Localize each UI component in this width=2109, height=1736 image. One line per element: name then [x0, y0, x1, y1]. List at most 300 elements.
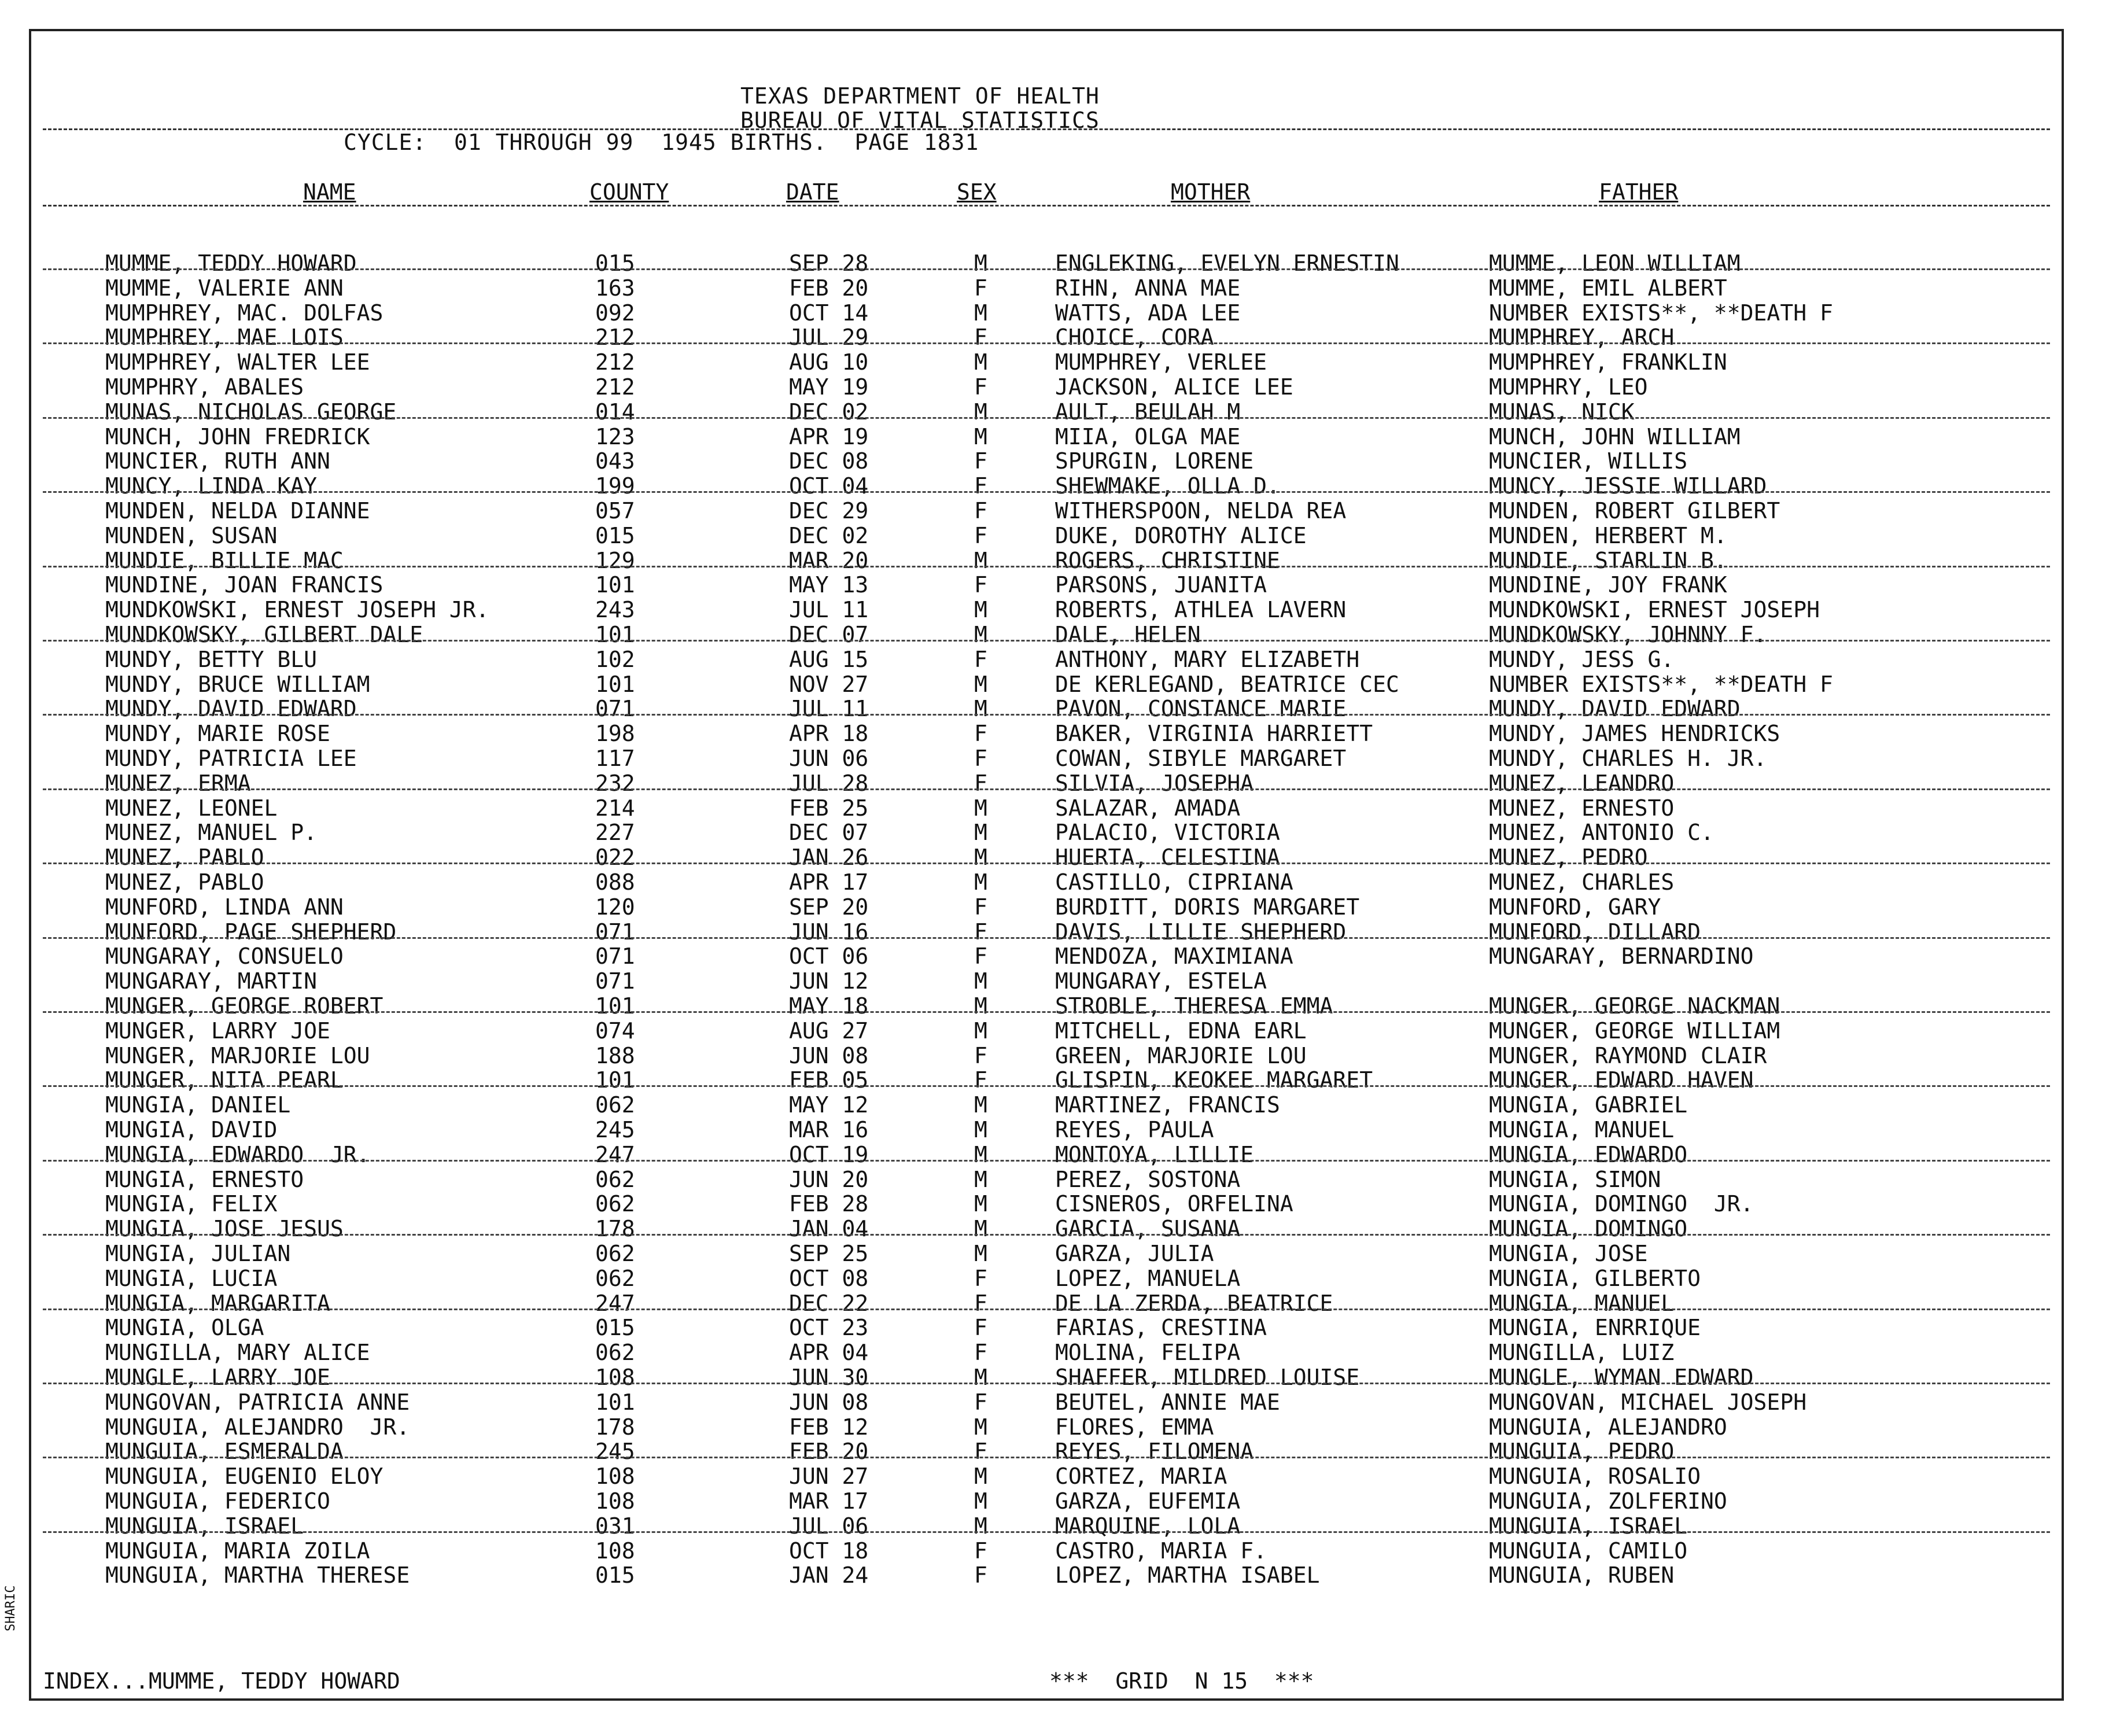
county-cell: 101	[595, 1389, 635, 1415]
name-cell: MUNGIA, JULIAN	[105, 1241, 291, 1266]
name-cell: MUMME, TEDDY HOWARD	[105, 250, 357, 276]
mother-cell: MARTINEZ, FRANCIS	[1055, 1092, 1280, 1118]
mother-cell: DUKE, DOROTHY ALICE	[1055, 522, 1307, 548]
table-row	[31, 1093, 2062, 1118]
mother-cell: ROBERTS, ATHLEA LAVERN	[1055, 597, 1347, 623]
sex-cell: M	[974, 820, 987, 846]
county-cell: 015	[595, 1315, 635, 1341]
name-cell: MUNDY, MARIE ROSE	[105, 721, 330, 747]
date-cell: OCT 23	[789, 1315, 869, 1341]
county-cell: 088	[595, 869, 635, 895]
name-cell: MUNGIA, DANIEL	[105, 1092, 291, 1118]
name-cell: MUNDIE, BILLIE MAC	[105, 547, 344, 573]
father-cell: MUNDKOWSKI, ERNEST JOSEPH	[1489, 597, 1820, 623]
date-cell: SEP 28	[789, 250, 869, 276]
date-cell: SEP 25	[789, 1241, 869, 1266]
name-cell: MUNGER, NITA PEARL	[105, 1067, 344, 1093]
row-separator	[43, 1531, 2050, 1533]
date-cell: APR 19	[789, 423, 869, 449]
row-separator	[43, 1160, 2050, 1162]
sex-cell: F	[974, 770, 987, 796]
sex-cell: F	[974, 943, 987, 970]
mother-cell: SPURGIN, LORENE	[1055, 448, 1254, 474]
table-row	[31, 820, 2062, 845]
name-cell: MUMME, VALERIE ANN	[105, 275, 344, 301]
table-row	[31, 647, 2062, 672]
row-separator	[43, 1309, 2050, 1310]
date-cell: AUG 15	[789, 646, 869, 672]
mother-cell: DE KERLEGAND, BEATRICE CEC	[1055, 671, 1399, 697]
father-cell: MUNEZ, CHARLES	[1489, 869, 1675, 895]
name-cell: MUNEZ, PABLO	[105, 845, 264, 871]
sex-cell: F	[974, 1067, 987, 1093]
sex-cell: F	[974, 1538, 987, 1564]
sex-cell: M	[974, 1018, 987, 1044]
mother-cell: MENDOZA, MAXIMIANA	[1055, 943, 1293, 970]
name-cell: MUNGUIA, ESMERALDA	[105, 1439, 344, 1465]
county-cell: 245	[595, 1117, 635, 1142]
sex-cell: M	[974, 1141, 987, 1167]
date-cell: OCT 19	[789, 1141, 869, 1167]
mother-cell: CASTRO, MARIA F.	[1055, 1538, 1267, 1564]
sex-cell: M	[974, 845, 987, 871]
table-row	[31, 944, 2062, 969]
father-cell: MUNGLE, WYMAN EDWARD	[1489, 1365, 1754, 1390]
mother-cell: CASTILLO, CIPRIANA	[1055, 869, 1293, 895]
father-cell: MUNGUIA, ISRAEL	[1489, 1513, 1688, 1539]
column-header-father: FATHER	[1599, 179, 1679, 205]
county-cell: 120	[595, 894, 635, 920]
side-mark: SHARIC	[3, 1585, 18, 1631]
record-page	[29, 29, 2064, 1701]
mother-cell: LOPEZ, MANUELA	[1055, 1265, 1241, 1291]
county-cell: 243	[595, 597, 635, 623]
county-cell: 031	[595, 1513, 635, 1539]
county-cell: 227	[595, 820, 635, 846]
name-cell: MUMPHREY, MAC. DOLFAS	[105, 300, 384, 326]
county-cell: 245	[595, 1439, 635, 1465]
department-title: TEXAS DEPARTMENT OF HEALTH	[740, 83, 1100, 109]
date-cell: AUG 27	[789, 1018, 869, 1044]
row-separator	[43, 1457, 2050, 1458]
county-cell: 102	[595, 646, 635, 672]
father-cell: MUNEZ, LEANDRO	[1489, 770, 1675, 796]
county-cell: 092	[595, 300, 635, 326]
sex-cell: F	[974, 448, 987, 474]
sex-cell: M	[974, 1488, 987, 1514]
date-cell: JUN 20	[789, 1166, 869, 1192]
mother-cell: WATTS, ADA LEE	[1055, 300, 1241, 326]
mother-cell: CISNEROS, ORFELINA	[1055, 1191, 1293, 1217]
mother-cell: REYES, FILOMENA	[1055, 1439, 1254, 1465]
table-row	[31, 425, 2062, 449]
mother-cell: DE LA ZERDA, BEATRICE	[1055, 1290, 1333, 1316]
table-row	[31, 400, 2062, 425]
date-cell: APR 18	[789, 721, 869, 747]
mother-cell: PEREZ, SOSTONA	[1055, 1166, 1241, 1192]
name-cell: MUMPHRY, ABALES	[105, 374, 304, 400]
row-separator	[43, 491, 2050, 493]
table-row	[31, 325, 2062, 350]
county-cell: 108	[595, 1365, 635, 1390]
date-cell: APR 17	[789, 869, 869, 895]
father-cell: MUNGUIA, ROSALIO	[1489, 1464, 1701, 1490]
sex-cell: M	[974, 547, 987, 573]
date-cell: MAR 16	[789, 1117, 869, 1142]
row-separator	[43, 1085, 2050, 1087]
sex-cell: M	[974, 423, 987, 449]
table-row	[31, 301, 2062, 326]
sex-cell: M	[974, 597, 987, 623]
father-cell: MUNGUIA, PEDRO	[1489, 1439, 1675, 1465]
table-row	[31, 1365, 2062, 1390]
mother-cell: PARSONS, JUANITA	[1055, 572, 1267, 598]
mother-cell: BEUTEL, ANNIE MAE	[1055, 1389, 1280, 1415]
county-cell: 062	[595, 1241, 635, 1266]
father-cell: MUNGIA, MANUEL	[1489, 1290, 1675, 1316]
father-cell: MUNFORD, DILLARD	[1489, 919, 1701, 945]
county-cell: 062	[595, 1166, 635, 1192]
mother-cell: SALAZAR, AMADA	[1055, 795, 1241, 821]
father-cell: NUMBER EXISTS**, **DEATH F	[1489, 671, 1833, 697]
date-cell: DEC 07	[789, 622, 869, 647]
table-row	[31, 474, 2062, 499]
father-cell: MUNDINE, JOY FRANK	[1489, 572, 1727, 598]
father-cell: MUNDKOWSKY, JOHNNY F.	[1489, 622, 1767, 647]
table-row	[31, 1291, 2062, 1316]
table-row	[31, 696, 2062, 721]
table-row	[31, 1044, 2062, 1068]
mother-cell: DAVIS, LILLIE SHEPHERD	[1055, 919, 1347, 945]
name-cell: MUMPHREY, MAE LOIS	[105, 325, 344, 351]
father-cell: MUNEZ, ERNESTO	[1489, 795, 1675, 821]
sex-cell: F	[974, 374, 987, 400]
sex-cell: F	[974, 646, 987, 672]
name-cell: MUNDEN, SUSAN	[105, 522, 278, 548]
row-separator	[43, 863, 2050, 864]
name-cell: MUMPHREY, WALTER LEE	[105, 349, 370, 375]
father-cell: NUMBER EXISTS**, **DEATH F	[1489, 300, 1833, 326]
table-row	[31, 524, 2062, 548]
sex-cell: M	[974, 1191, 987, 1217]
name-cell: MUNGUIA, MARTHA THERESE	[105, 1562, 410, 1588]
date-cell: JAN 04	[789, 1216, 869, 1242]
father-cell: MUNGER, GEORGE NACKMAN	[1489, 993, 1780, 1019]
date-cell: DEC 08	[789, 448, 869, 474]
sex-cell: F	[974, 1315, 987, 1341]
county-cell: 117	[595, 746, 635, 771]
name-cell: MUNDKOWSKI, ERNEST JOSEPH JR.	[105, 597, 489, 623]
name-cell: MUNEZ, MANUEL P.	[105, 820, 318, 846]
column-header-name: NAME	[303, 179, 356, 205]
table-row	[31, 1266, 2062, 1291]
mother-cell: CORTEZ, MARIA	[1055, 1464, 1227, 1490]
table-row	[31, 1340, 2062, 1365]
table-row	[31, 746, 2062, 771]
name-cell: MUNEZ, ERMA	[105, 770, 251, 796]
county-cell: 071	[595, 943, 635, 970]
table-row	[31, 1142, 2062, 1167]
date-cell: JUN 16	[789, 919, 869, 945]
father-cell: MUNGIA, DOMINGO JR.	[1489, 1191, 1754, 1217]
row-separator	[43, 1383, 2050, 1384]
sex-cell: F	[974, 1265, 987, 1291]
sex-cell: M	[974, 1365, 987, 1390]
father-cell: MUNGOVAN, MICHAEL JOSEPH	[1489, 1389, 1807, 1415]
father-cell: MUNGER, EDWARD HAVEN	[1489, 1067, 1754, 1093]
name-cell: MUNGUIA, MARIA ZOILA	[105, 1538, 370, 1564]
table-row	[31, 1315, 2062, 1340]
table-row	[31, 1563, 2062, 1588]
row-separator	[43, 566, 2050, 567]
date-cell: FEB 25	[789, 795, 869, 821]
county-cell: 022	[595, 845, 635, 871]
name-cell: MUNEZ, PABLO	[105, 869, 264, 895]
table-row	[31, 1192, 2062, 1217]
sex-cell: F	[974, 325, 987, 351]
mother-cell: MUNGARAY, ESTELA	[1055, 968, 1267, 994]
table-row	[31, 994, 2062, 1019]
sex-cell: F	[974, 1389, 987, 1415]
sex-cell: F	[974, 1042, 987, 1068]
father-cell: MUNGILLA, LUIZ	[1489, 1340, 1675, 1366]
table-row	[31, 672, 2062, 697]
name-cell: MUNGARAY, CONSUELO	[105, 943, 344, 970]
county-cell: 062	[595, 1092, 635, 1118]
name-cell: MUNGOVAN, PATRICIA ANNE	[105, 1389, 410, 1415]
sex-cell: M	[974, 349, 987, 375]
name-cell: MUNGER, GEORGE ROBERT	[105, 993, 384, 1019]
county-cell: 101	[595, 993, 635, 1019]
county-cell: 199	[595, 473, 635, 499]
mother-cell: FLORES, EMMA	[1055, 1414, 1214, 1440]
date-cell: MAY 19	[789, 374, 869, 400]
father-cell: MUNEZ, ANTONIO C.	[1489, 820, 1714, 846]
name-cell: MUNDEN, NELDA DIANNE	[105, 498, 370, 524]
county-cell: 163	[595, 275, 635, 301]
name-cell: MUNDY, BETTY BLU	[105, 646, 318, 672]
index-footer: INDEX...MUMME, TEDDY HOWARD	[43, 1668, 400, 1694]
name-cell: MUNGIA, EDWARDO JR.	[105, 1141, 370, 1167]
mother-cell: GREEN, MARJORIE LOU	[1055, 1042, 1307, 1068]
name-cell: MUNGIA, MARGARITA	[105, 1290, 330, 1316]
mother-cell: GARZA, EUFEMIA	[1055, 1488, 1241, 1514]
father-cell: MUMPHREY, FRANKLIN	[1489, 349, 1727, 375]
table-row	[31, 920, 2062, 945]
date-cell: JUN 12	[789, 968, 869, 994]
father-cell: MUNFORD, GARY	[1489, 894, 1661, 920]
sex-cell: F	[974, 919, 987, 945]
mother-cell: FARIAS, CRESTINA	[1055, 1315, 1267, 1341]
father-cell: MUNGIA, MANUEL	[1489, 1117, 1675, 1142]
column-header-sex: SEX	[957, 179, 997, 205]
county-cell: 108	[595, 1488, 635, 1514]
table-row	[31, 1415, 2062, 1440]
sex-cell: M	[974, 993, 987, 1019]
father-cell: MUNDIE, STARLIN B.	[1489, 547, 1727, 573]
mother-cell: COWAN, SIBYLE MARGARET	[1055, 746, 1347, 771]
date-cell: OCT 14	[789, 300, 869, 326]
county-cell: 071	[595, 968, 635, 994]
father-cell: MUNGIA, GILBERTO	[1489, 1265, 1701, 1291]
date-cell: OCT 08	[789, 1265, 869, 1291]
sex-cell: F	[974, 1340, 987, 1366]
mother-cell: MITCHELL, EDNA EARL	[1055, 1018, 1307, 1044]
sex-cell: F	[974, 894, 987, 920]
father-cell: MUNGIA, JOSE	[1489, 1241, 1648, 1266]
mother-cell: ENGLEKING, EVELYN ERNESTIN	[1055, 250, 1399, 276]
date-cell: MAY 18	[789, 993, 869, 1019]
table-row	[31, 449, 2062, 474]
name-cell: MUNGILLA, MARY ALICE	[105, 1340, 370, 1366]
name-cell: MUNGER, MARJORIE LOU	[105, 1042, 370, 1068]
mother-cell: MOLINA, FELIPA	[1055, 1340, 1241, 1366]
county-cell: 101	[595, 1067, 635, 1093]
county-cell: 014	[595, 399, 635, 425]
date-cell: JUL 06	[789, 1513, 869, 1539]
county-cell: 212	[595, 325, 635, 351]
father-cell: MUMME, EMIL ALBERT	[1489, 275, 1727, 301]
father-cell: MUMME, LEON WILLIAM	[1489, 250, 1741, 276]
county-cell: 062	[595, 1265, 635, 1291]
column-header-mother: MOTHER	[1171, 179, 1251, 205]
date-cell: JUL 28	[789, 770, 869, 796]
name-cell: MUNGUIA, EUGENIO ELOY	[105, 1464, 384, 1490]
father-cell: MUNEZ, PEDRO	[1489, 845, 1648, 871]
table-row	[31, 796, 2062, 821]
table-row	[31, 1241, 2062, 1266]
sex-cell: F	[974, 522, 987, 548]
father-cell: MUNGUIA, ALEJANDRO	[1489, 1414, 1727, 1440]
date-cell: OCT 18	[789, 1538, 869, 1564]
father-cell: MUNGARAY, BERNARDINO	[1489, 943, 1754, 970]
father-cell: MUNAS, NICK	[1489, 399, 1635, 425]
sex-cell: F	[974, 746, 987, 771]
table-row	[31, 573, 2062, 598]
name-cell: MUNGER, LARRY JOE	[105, 1018, 330, 1044]
mother-cell: RIHN, ANNA MAE	[1055, 275, 1241, 301]
name-cell: MUNGUIA, FEDERICO	[105, 1488, 330, 1514]
name-cell: MUNDINE, JOAN FRANCIS	[105, 572, 384, 598]
table-row	[31, 1217, 2062, 1241]
name-cell: MUNCIER, RUTH ANN	[105, 448, 330, 474]
sex-cell: F	[974, 498, 987, 524]
name-cell: MUNFORD, LINDA ANN	[105, 894, 344, 920]
table-row	[31, 1068, 2062, 1093]
sex-cell: F	[974, 721, 987, 747]
table-row	[31, 1464, 2062, 1489]
name-cell: MUNAS, NICHOLAS GEORGE	[105, 399, 397, 425]
date-cell: FEB 20	[789, 1439, 869, 1465]
mother-cell: SHAFFER, MILDRED LOUISE	[1055, 1365, 1360, 1390]
name-cell: MUNGLE, LARRY JOE	[105, 1365, 330, 1390]
mother-cell: ROGERS, CHRISTINE	[1055, 547, 1280, 573]
date-cell: DEC 29	[789, 498, 869, 524]
name-cell: MUNGIA, LUCIA	[105, 1265, 278, 1291]
table-row	[31, 548, 2062, 573]
county-cell: 101	[595, 671, 635, 697]
record-table	[31, 31, 2062, 1698]
father-cell: MUNGIA, EDWARDO	[1489, 1141, 1688, 1167]
date-cell: MAR 20	[789, 547, 869, 573]
county-cell: 108	[595, 1538, 635, 1564]
date-cell: DEC 07	[789, 820, 869, 846]
mother-cell: AULT, BEULAH M	[1055, 399, 1241, 425]
date-cell: AUG 10	[789, 349, 869, 375]
date-cell: JUN 27	[789, 1464, 869, 1490]
table-row	[31, 845, 2062, 870]
date-cell: JUN 30	[789, 1365, 869, 1390]
county-cell: 015	[595, 522, 635, 548]
row-separator	[43, 937, 2050, 939]
date-cell: DEC 22	[789, 1290, 869, 1316]
county-cell: 062	[595, 1191, 635, 1217]
date-cell: FEB 05	[789, 1067, 869, 1093]
county-cell: 108	[595, 1464, 635, 1490]
name-cell: MUNEZ, LEONEL	[105, 795, 278, 821]
mother-cell: BURDITT, DORIS MARGARET	[1055, 894, 1360, 920]
date-cell: JAN 26	[789, 845, 869, 871]
sex-cell: F	[974, 1439, 987, 1465]
father-cell: MUNGIA, DOMINGO	[1489, 1216, 1688, 1242]
table-row	[31, 771, 2062, 796]
mother-cell: GLISPIN, KEOKEE MARGARET	[1055, 1067, 1373, 1093]
date-cell: JUL 11	[789, 597, 869, 623]
father-cell: MUMPHREY, ARCH	[1489, 325, 1675, 351]
name-cell: MUNFORD, PAGE SHEPHERD	[105, 919, 397, 945]
county-cell: 015	[595, 250, 635, 276]
county-cell: 062	[595, 1340, 635, 1366]
mother-cell: MONTOYA, LILLIE	[1055, 1141, 1254, 1167]
name-cell: MUNDY, DAVID EDWARD	[105, 696, 357, 722]
name-cell: MUNGIA, JOSE JESUS	[105, 1216, 344, 1242]
date-cell: APR 04	[789, 1340, 869, 1366]
name-cell: MUNDY, PATRICIA LEE	[105, 746, 357, 771]
county-cell: 178	[595, 1414, 635, 1440]
father-cell: MUNDY, DAVID EDWARD	[1489, 696, 1741, 722]
date-cell: DEC 02	[789, 399, 869, 425]
table-row	[31, 622, 2062, 647]
date-cell: FEB 12	[789, 1414, 869, 1440]
sex-cell: F	[974, 275, 987, 301]
table-row	[31, 1514, 2062, 1539]
mother-cell: LOPEZ, MARTHA ISABEL	[1055, 1562, 1320, 1588]
table-row	[31, 969, 2062, 994]
county-cell: 074	[595, 1018, 635, 1044]
column-header-county: COUNTY	[589, 179, 669, 205]
county-cell: 057	[595, 498, 635, 524]
county-cell: 188	[595, 1042, 635, 1068]
father-cell: MUNDEN, ROBERT GILBERT	[1489, 498, 1780, 524]
date-cell: MAR 17	[789, 1488, 869, 1514]
sex-cell: F	[974, 572, 987, 598]
sex-cell: M	[974, 1464, 987, 1490]
row-separator	[43, 788, 2050, 790]
father-cell: MUNGUIA, RUBEN	[1489, 1562, 1675, 1588]
mother-cell: PAVON, CONSTANCE MARIE	[1055, 696, 1347, 722]
date-cell: OCT 04	[789, 473, 869, 499]
sex-cell: F	[974, 1562, 987, 1588]
mother-cell: JACKSON, ALICE LEE	[1055, 374, 1293, 400]
date-cell: NOV 27	[789, 671, 869, 697]
county-cell: 101	[595, 622, 635, 647]
column-header-date: DATE	[786, 179, 839, 205]
sex-cell: M	[974, 671, 987, 697]
date-cell: MAY 13	[789, 572, 869, 598]
mother-cell: SILVIA, JOSEPHA	[1055, 770, 1254, 796]
mother-cell: MIIA, OLGA MAE	[1055, 423, 1241, 449]
sex-cell: M	[974, 1166, 987, 1192]
